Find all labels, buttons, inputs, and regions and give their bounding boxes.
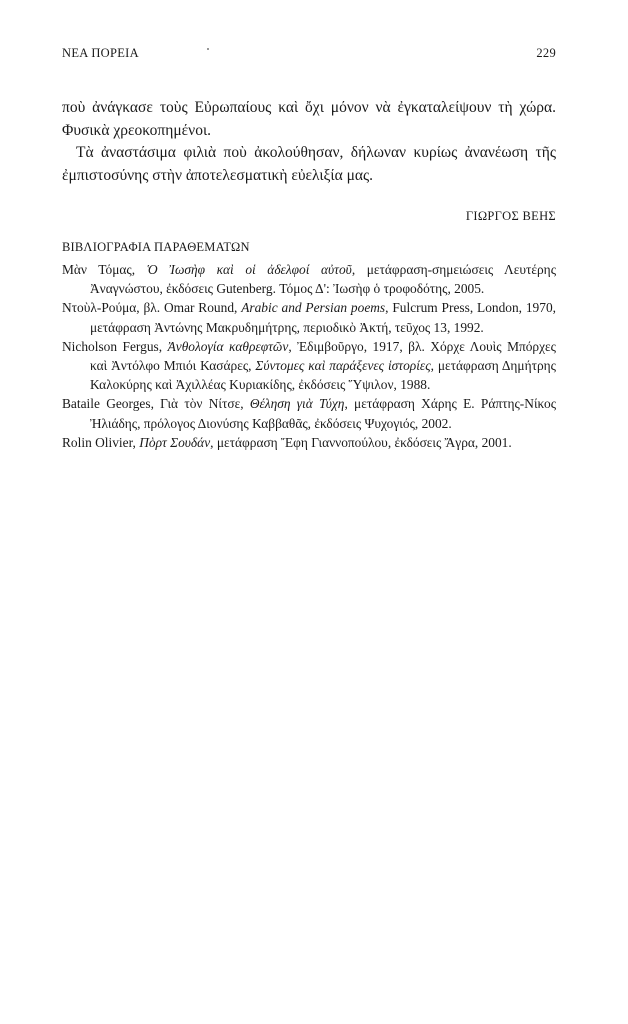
header-speck — [207, 48, 209, 50]
entry-details-2: , μετάφραση Δημήτρης Καλοκύρης καὶ Ἀχιλλέας Κυριακίδης, ἐκδόσεις Ὕψιλον, 1988. — [90, 358, 556, 393]
entry-details: , μετάφραση Ἔφη Γιαννοπούλου, ἐκδόσεις Ἄγρα, 2001. — [210, 434, 512, 450]
entry-details: , Ἐδιμβοῦργο, 1917, βλ. Χόρχε Λουὶς Μπόρχες καὶ Ἀντόλφο Μπιόι Κασάρες, — [90, 338, 556, 374]
entry-details: , μετάφραση Χάρης Ε. Ράπτης-Νίκος Ἠλιάδης, πρόλογος Διονύσης Καββαθᾶς, ἐκδόσεις Ψυχογιός, 2002. — [90, 396, 556, 431]
entry-title: Ἀνθολογία καθρεφτῶν — [167, 338, 289, 354]
bibliography-entry-4 — [62, 394, 556, 432]
bibliography-entry-2 — [62, 298, 556, 336]
body-paragraph-2: Τὰ ἀναστάσιμα φιλιὰ ποὺ ἀκολούθησαν, δήλωναν κυρίως ἀνανέωση τῆς ἐμπιστοσύνης στὴν ἀποτελεσματικὴ εὐελιξία μας. — [62, 144, 556, 184]
journal-title: ΝΕΑ ΠΟΡΕΙΑ — [62, 46, 139, 60]
entry-author: Rolin Olivier, — [62, 434, 140, 450]
bibliography-entry-1 — [62, 260, 556, 298]
entry-author: Nicholson Fergus, — [62, 338, 168, 354]
bibliography-heading: ΒΙΒΛΙΟΓΡΑΦΙΑ ΠΑΡΑΘΕΜΑΤΩΝ — [62, 240, 250, 254]
running-header — [62, 46, 556, 62]
entry-author: Ντοὺλ-Ρούμα, βλ. Omar Round, — [62, 300, 242, 316]
entry-title: Arabic and Persian poems — [241, 300, 386, 316]
body-text — [62, 97, 556, 187]
bibliography-list — [62, 260, 556, 452]
bibliography-entry-5 — [62, 433, 556, 452]
entry-title: Ὁ Ἰωσὴφ καὶ οἱ ἀδελφοί αὐτοῦ — [146, 262, 352, 277]
entry-title: Πὸρτ Σουδάν — [139, 434, 211, 450]
entry-author: Μὰν Τόμας, — [62, 262, 147, 277]
entry-author: Bataile Georges, Γιὰ τὸν Νίτσε, — [62, 396, 250, 412]
entry-details: , μετάφραση-σημειώσεις Λευτέρης Ἀναγνώστου, ἐκδόσεις Gutenberg. Τόμος Δ': Ἰωσὴφ ὁ τροφοδότης, 2005. — [90, 262, 556, 297]
entry-title-2: Σύντομες καὶ παράξενες ἱστορίες — [255, 358, 431, 374]
page-number: 229 — [536, 46, 556, 60]
body-paragraph-1: ποὺ ἀνάγκασε τοὺς Εὐρωπαίους καὶ ὄχι μόνον νὰ ἐγκαταλείψουν τὴ χώρα. Φυσικὰ χρεοκοπημένοι. — [62, 99, 556, 139]
entry-details: , Fulcrum Press, London, 1970, μετάφραση Ἀντώνης Μακρυδημήτρης, περιοδικὸ Ἀκτή, τεῦχος 13, 1992. — [90, 300, 556, 335]
bibliography-entry-3 — [62, 337, 556, 395]
author-signature: ΓΙΩΡΓΟΣ ΒΕΗΣ — [465, 209, 556, 223]
entry-title: Θέληση γιὰ Τύχη — [249, 396, 345, 412]
